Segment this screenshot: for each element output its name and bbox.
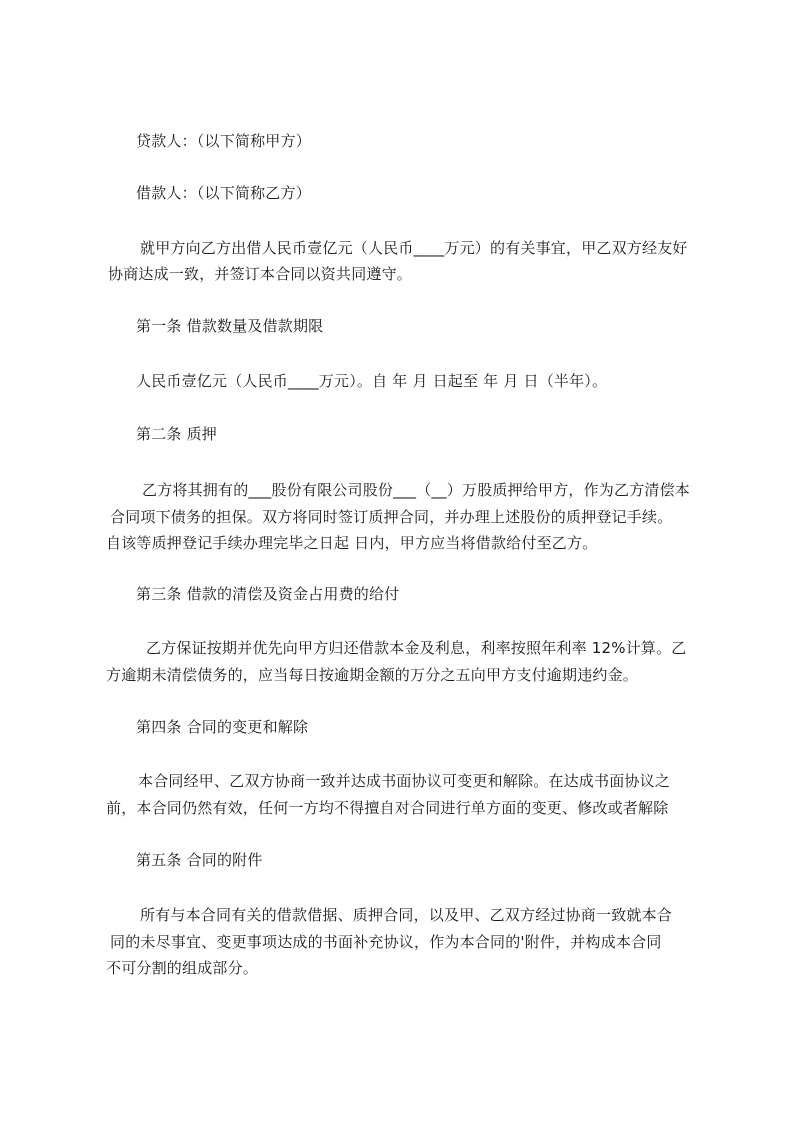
article-1-heading: 第一条 借款数量及借款期限 (136, 317, 324, 335)
article-5-line-1: 所有与本合同有关的借款借据、质押合同，以及甲、乙双方经过协商一致就本合 (140, 906, 673, 924)
article-1-line-1: 人民币壹亿元（人民币____万元）。自 年 月 日起至 年 月 日（半年）。 (136, 372, 608, 390)
intro-line-1: 就甲方向乙方出借人民币壹亿元（人民币____万元）的有关事宜，甲乙双方经友好 (140, 239, 688, 257)
article-2-line-2: 合同项下债务的担保。双方将同时签订质押合同，并办理上述股份的质押登记手续。 (110, 508, 673, 526)
article-5-heading: 第五条 合同的附件 (136, 851, 263, 869)
article-2-line-3: 自该等质押登记手续办理完毕之日起 日内，甲方应当将借款给付至乙方。 (106, 534, 598, 552)
article-4-heading: 第四条 合同的变更和解除 (136, 718, 309, 736)
article-3-line-1: 乙方保证按期并优先向甲方归还借款本金及利息，利率按照年利率 12%计算。乙 (146, 639, 687, 657)
article-4-line-2: 前，本合同仍然有效，任何一方均不得擅自对合同进行单方面的变更、修改或者解除 (106, 799, 669, 817)
article-2-heading: 第二条 质押 (136, 425, 217, 443)
article-3-line-2: 方逾期未清偿债务的，应当每日按逾期金额的万分之五向甲方支付逾期违约金。 (106, 666, 639, 684)
article-5-line-2: 同的未尽事宜、变更事项达成的书面补充协议，作为本合同的'附件，并构成本合同 (110, 933, 662, 951)
article-5-line-3: 不可分割的组成部分。 (106, 959, 259, 977)
article-4-line-1: 本合同经甲、乙双方协商一致并达成书面协议可变更和解除。在达成书面协议之 (138, 772, 671, 790)
intro-line-2: 协商达成一致，并签订本合同以资共同遵守。 (108, 265, 413, 283)
lender-line: 贷款人：（以下简称甲方） (136, 132, 311, 150)
borrower-line: 借款人：（以下简称乙方） (136, 184, 311, 202)
article-2-line-1: 乙方将其拥有的___股份有限公司股份___（__）万股质押给甲方，作为乙方清偿本 (142, 481, 691, 499)
article-3-heading: 第三条 借款的清偿及资金占用费的给付 (136, 585, 400, 603)
